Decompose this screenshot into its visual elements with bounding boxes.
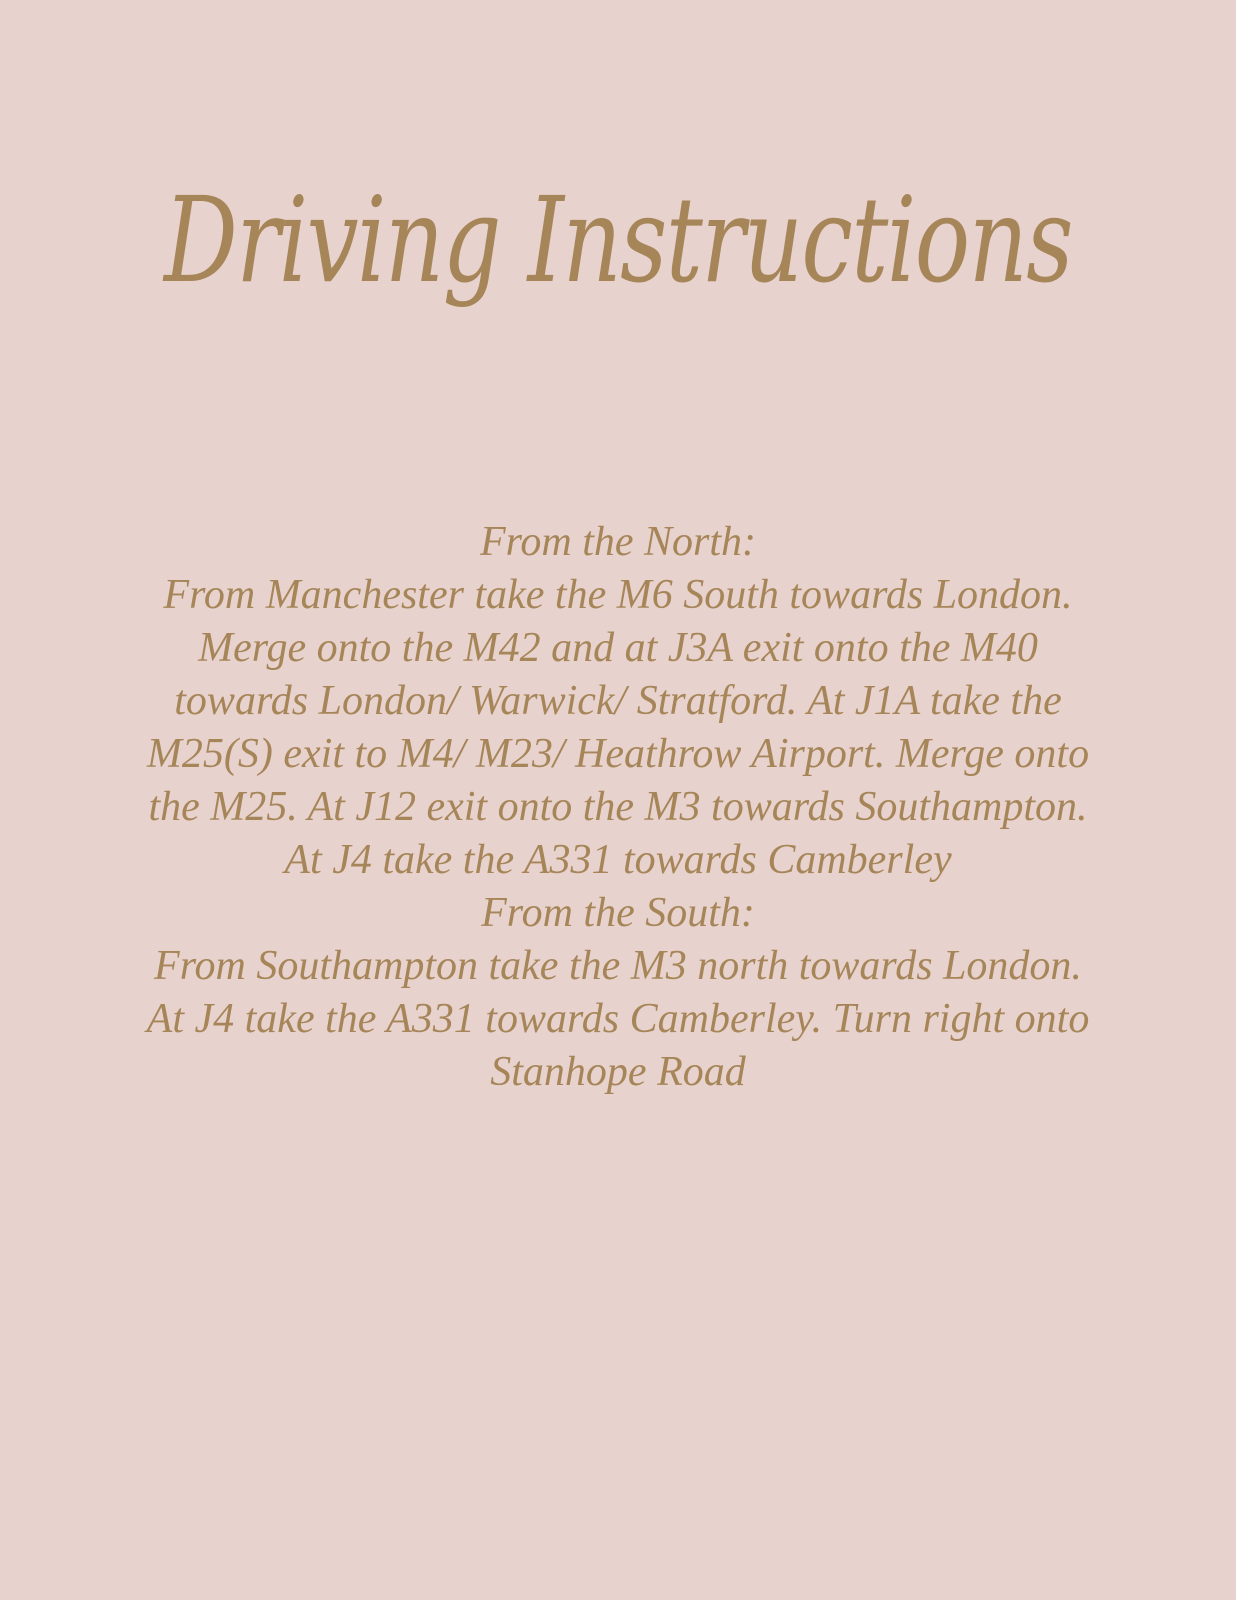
page-title: Driving Instructions bbox=[164, 171, 1072, 309]
north-heading: From the North: bbox=[479, 519, 757, 565]
south-heading: From the South: bbox=[481, 890, 755, 936]
south-directions: From Southampton take the M3 north towards London. At J4 take the A331 towards Camberley. Turn right onto Stanhope Road bbox=[146, 943, 1090, 1095]
instructions-body bbox=[140, 516, 1096, 1099]
north-directions: From Manchester take the M6 South towards London. Merge onto the M42 and at J3A exit onto the M40 towards London/ Warwick/ Stratford. At J1A take the M25(S) exit to M4/ M23/ Heathrow Airport. Merge onto the M25. At J12 exit onto the M3 towards Southampton. At J4 take the A331 towards Camberley bbox=[146, 572, 1090, 883]
